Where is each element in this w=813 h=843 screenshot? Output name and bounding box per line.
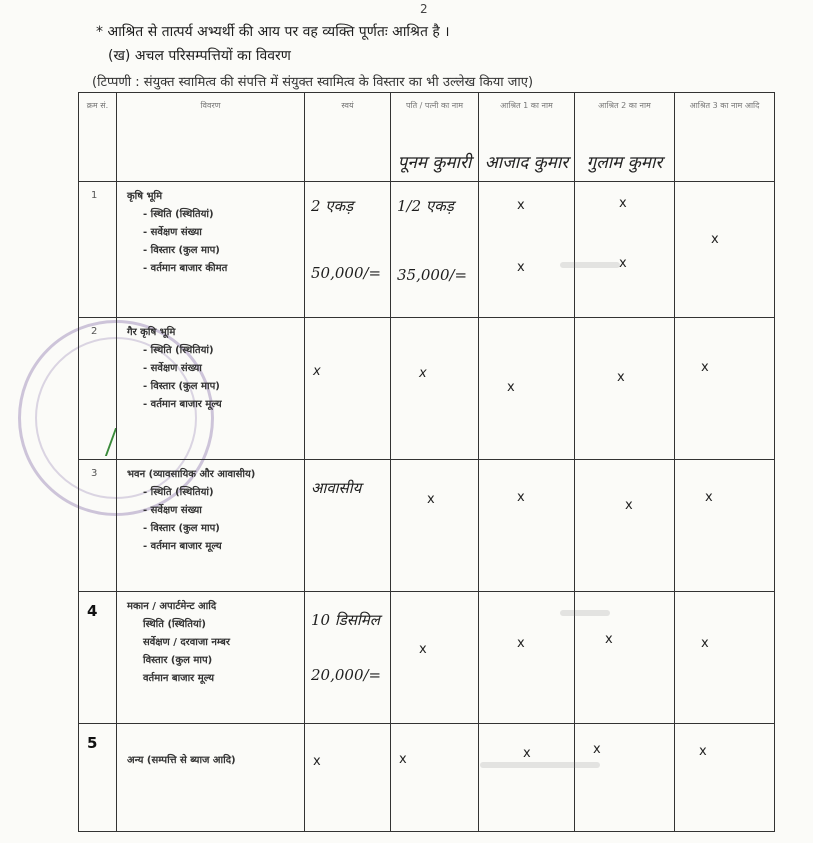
row-sno: 1 bbox=[79, 182, 117, 318]
table-row bbox=[79, 460, 775, 592]
table-row bbox=[79, 592, 775, 724]
table-row bbox=[79, 724, 775, 832]
ink-smudge bbox=[560, 610, 610, 616]
dependent-2-value: x bbox=[575, 592, 675, 724]
table-row bbox=[79, 182, 775, 318]
dependent-3-value: x bbox=[675, 724, 775, 832]
dependent-2-value: x bbox=[575, 318, 675, 460]
section-heading: (ख) अचल परिसम्पत्तियों का विवरण bbox=[108, 48, 291, 64]
spouse-name: पूनम कुमारी bbox=[397, 153, 472, 173]
row-description: मकान / अपार्टमेन्ट आदि स्थिति (स्थितियां) सर्वेक्षण / दरवाजा नम्बर विस्तार (कुल माप) वर्तमान बाजार मूल्य bbox=[117, 592, 305, 724]
dependent-2-value: x bbox=[575, 724, 675, 832]
header-spouse: पति / पत्नी का नाम पूनम कुमारी bbox=[391, 93, 479, 182]
ink-smudge bbox=[480, 762, 600, 768]
spouse-value: 1/2 एकड़ 35,000/= bbox=[391, 182, 479, 318]
row-sno: 3 bbox=[79, 460, 117, 592]
ink-smudge bbox=[560, 262, 620, 268]
dependent-2-value: x x bbox=[575, 182, 675, 318]
spouse-value: x bbox=[391, 318, 479, 460]
self-value: 2 एकड़ 50,000/= bbox=[305, 182, 391, 318]
dependent-footnote: * आश्रित से तात्पर्य अभ्यर्थी की आय पर वह व्यक्ति पूर्णतः आश्रित है । bbox=[96, 24, 450, 40]
self-value: x bbox=[305, 724, 391, 832]
row-sno: 4 bbox=[79, 592, 117, 724]
dependent-1-value: x bbox=[479, 592, 575, 724]
header-dependent-3: आश्रित 3 का नाम आदि bbox=[675, 93, 775, 182]
dependent-2-value: x bbox=[575, 460, 675, 592]
header-dependent-2: आश्रित 2 का नाम गुलाम कुमार bbox=[575, 93, 675, 182]
self-value: x bbox=[305, 318, 391, 460]
self-value: 10 डिसमिल 20,000/= bbox=[305, 592, 391, 724]
row-description: गैर कृषि भूमि - स्थिति (स्थितियां) - सर्वेक्षण संख्या - विस्तार (कुल माप) - वर्तमान बाजार मूल्य bbox=[117, 318, 305, 460]
row-sno: 5 bbox=[79, 724, 117, 832]
dependent-1-value: x x bbox=[479, 182, 575, 318]
row-description: कृषि भूमि - स्थिति (स्थितियां) - सर्वेक्षण संख्या - विस्तार (कुल माप) - वर्तमान बाजार कीमत bbox=[117, 182, 305, 318]
spouse-value: x bbox=[391, 460, 479, 592]
dependent-1-value: x bbox=[479, 318, 575, 460]
remark-note: (टिप्पणी : संयुक्त स्वामित्व की संपत्ति में संयुक्त स्वामित्व के विस्तार का भी उल्लेख किया जाए) bbox=[92, 75, 534, 90]
header-self: स्वयं bbox=[305, 93, 391, 182]
dependent-3-value: x bbox=[675, 592, 775, 724]
row-description: भवन (व्यावसायिक और आवासीय) - स्थिति (स्थितियां) - सर्वेक्षण संख्या - विस्तार (कुल माप) - वर्तमान बाजार मूल्य bbox=[117, 460, 305, 592]
dependent-3-value: x bbox=[675, 460, 775, 592]
self-value: आवासीय bbox=[305, 460, 391, 592]
dependent-1-value: x bbox=[479, 724, 575, 832]
table-row bbox=[79, 318, 775, 460]
header-row bbox=[79, 93, 775, 182]
spouse-value: x bbox=[391, 724, 479, 832]
spouse-value: x bbox=[391, 592, 479, 724]
dependent-2-name: गुलाम कुमार bbox=[586, 153, 663, 173]
dependent-3-value: x bbox=[675, 182, 775, 318]
dependent-3-value: x bbox=[675, 318, 775, 460]
header-description: विवरण bbox=[117, 93, 305, 182]
page-number: 2 bbox=[420, 2, 428, 16]
asset-table bbox=[78, 92, 775, 832]
dependent-1-name: आजाद कुमार bbox=[484, 153, 569, 173]
row-sno: 2 bbox=[79, 318, 117, 460]
dependent-1-value: x bbox=[479, 460, 575, 592]
header-sno: क्रम सं. bbox=[79, 93, 117, 182]
header-dependent-1: आश्रित 1 का नाम आजाद कुमार bbox=[479, 93, 575, 182]
row-description: अन्य (सम्पत्ति से ब्याज आदि) bbox=[117, 724, 305, 832]
